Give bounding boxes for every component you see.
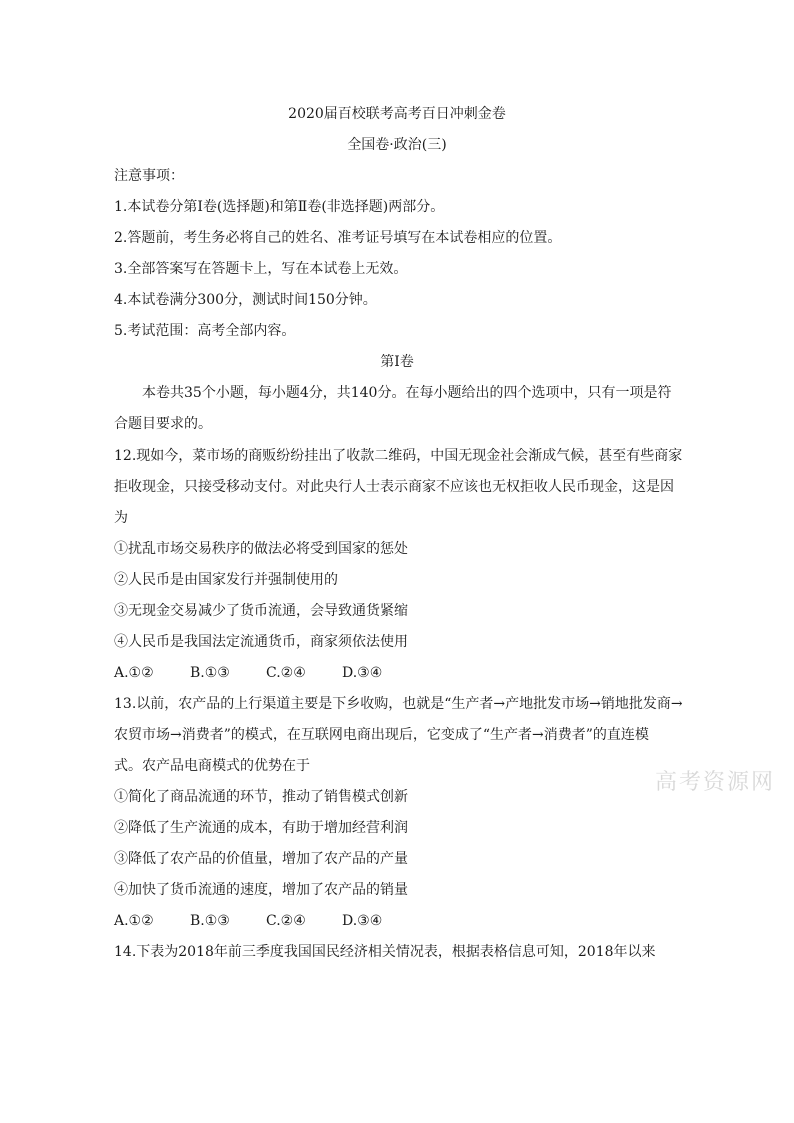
question-13-stem: 农贸市场→消费者”的模式，在互联网电商出现后，它变成了“生产者→消费者”的直连模: [114, 727, 649, 743]
question-12-statement: ③无现金交易减少了货币流通，会导致通货紧缩: [114, 603, 408, 619]
question-12-stem: 拒收现金，只接受移动支付。对此央行人士表示商家不应该也无权拒收人民币现金，这是因: [114, 479, 674, 495]
watermark: 高考资源网: [655, 770, 776, 795]
option-c: C.②④: [266, 665, 306, 681]
question-13-statement: ④加快了货币流通的速度，增加了农产品的销量: [114, 882, 408, 898]
question-13-stem: 13.以前，农产品的上行渠道主要是下乡收购，也就是“生产者→产地批发市场→销地批发商→: [114, 696, 683, 712]
question-12-options: [114, 664, 382, 682]
option-b: B.①③: [190, 913, 230, 929]
question-13-statement: ③降低了农产品的价值量，增加了农产品的产量: [114, 851, 408, 867]
question-12-stem: 为: [114, 510, 128, 526]
question-14-stem: 14.下表为2018年前三季度我国国民经济相关情况表，根据表格信息可知，2018年以来: [114, 944, 656, 960]
option-d: D.③④: [342, 665, 383, 681]
option-a: A.①②: [114, 913, 154, 929]
option-a: A.①②: [114, 665, 154, 681]
question-13-statement: ①简化了商品流通的环节，推动了销售模式创新: [114, 789, 408, 805]
question-12-stem: 12.现如今，菜市场的商贩纷纷挂出了收款二维码，中国无现金社会渐成气候，甚至有些商家: [114, 448, 683, 464]
option-c: C.②④: [266, 913, 306, 929]
question-13-options: [114, 912, 382, 930]
question-12-statement: ②人民币是由国家发行并强制使用的: [114, 572, 338, 588]
question-12-statement: ④人民币是我国法定流通货币，商家须依法使用: [114, 634, 408, 650]
notice-item: 5.考试范围：高考全部内容。: [114, 323, 296, 339]
notice-item: 3.全部答案写在答题卡上，写在本试卷上无效。: [114, 261, 408, 277]
question-13-stem: 式。农产品电商模式的优势在于: [114, 758, 310, 774]
section-intro: 本卷共35个小题，每小题4分，共140分。在每小题给出的四个选项中，只有一项是符: [142, 385, 672, 401]
notice-heading: 注意事项：: [114, 168, 184, 184]
option-d: D.③④: [342, 913, 383, 929]
question-13-statement: ②降低了生产流通的成本，有助于增加经营利润: [114, 820, 408, 836]
page-subtitle: 全国卷·政治(三): [347, 137, 447, 153]
section-title: 第Ⅰ卷: [380, 354, 414, 370]
option-b: B.①③: [190, 665, 230, 681]
section-intro: 合题目要求的。: [114, 416, 212, 432]
notice-item: 4.本试卷满分300分，测试时间150分钟。: [114, 292, 377, 308]
notice-item: 2.答题前，考生务必将自己的姓名、准考证号填写在本试卷相应的位置。: [114, 230, 562, 246]
question-12-statement: ①扰乱市场交易秩序的做法必将受到国家的惩处: [114, 541, 408, 557]
page-title: 2020届百校联考高考百日冲刺金卷: [288, 106, 506, 122]
notice-item: 1.本试卷分第Ⅰ卷(选择题)和第Ⅱ卷(非选择题)两部分。: [114, 199, 445, 215]
